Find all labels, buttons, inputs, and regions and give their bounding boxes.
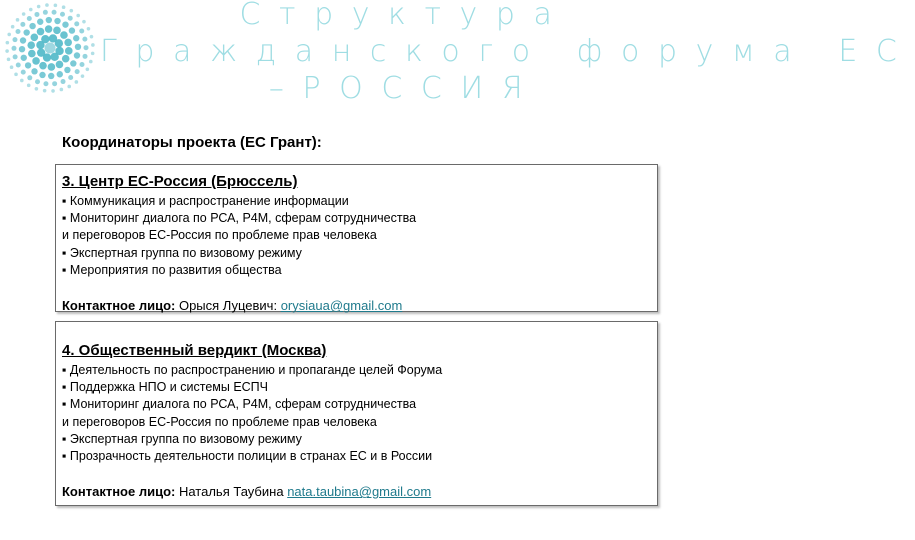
logo-dot bbox=[54, 4, 58, 8]
contact-name: Наталья Таубина bbox=[178, 484, 284, 500]
logo-dot bbox=[14, 73, 18, 77]
logo-dot bbox=[60, 88, 64, 92]
logo-dot bbox=[75, 80, 79, 84]
logo-dot bbox=[28, 50, 36, 58]
logo-dot bbox=[27, 41, 35, 49]
logo-dot bbox=[61, 79, 66, 84]
contact-line bbox=[62, 298, 651, 313]
list-item: и переговоров ЕС-Россия по проблеме прав человека bbox=[62, 228, 377, 243]
logo-dot bbox=[39, 62, 47, 70]
logo-dot bbox=[82, 20, 86, 24]
section-items bbox=[62, 193, 651, 279]
logo-dot bbox=[45, 3, 49, 7]
logo-dot bbox=[20, 79, 24, 83]
logo-dot bbox=[48, 73, 54, 79]
logo-dot bbox=[19, 46, 25, 52]
logo-dot bbox=[37, 19, 43, 25]
section-items bbox=[62, 362, 651, 465]
logo-dot bbox=[31, 33, 39, 41]
logo-dot bbox=[54, 18, 60, 24]
logo-dot bbox=[57, 71, 63, 77]
logo-dot bbox=[74, 21, 79, 26]
logo-dot bbox=[81, 74, 85, 78]
logo-dot bbox=[5, 49, 9, 53]
list-item: ▪ Экспертная группа по визовому режиму bbox=[62, 431, 302, 446]
logo-dot bbox=[62, 5, 66, 9]
logo-dot bbox=[80, 62, 85, 67]
logo-dot bbox=[37, 5, 41, 9]
logo-dot bbox=[79, 29, 84, 34]
logo-dot bbox=[23, 29, 29, 35]
logo-dot bbox=[32, 57, 40, 65]
logo-dot bbox=[35, 87, 39, 91]
logo-dot bbox=[82, 37, 87, 42]
logo-dot bbox=[16, 62, 21, 67]
logo-dot bbox=[21, 55, 27, 61]
logo-dot bbox=[45, 43, 56, 54]
logo-dot bbox=[15, 29, 20, 34]
logo-dot bbox=[10, 65, 14, 69]
list-item: ▪ Поддержка НПО и системы ЕСПЧ bbox=[62, 380, 268, 395]
logo-dot bbox=[89, 60, 93, 64]
logo-dot bbox=[11, 25, 15, 29]
logo-dot bbox=[68, 16, 73, 21]
logo-dot bbox=[43, 89, 47, 93]
logo-dot bbox=[75, 69, 80, 74]
logo-dot bbox=[53, 27, 61, 35]
logo-dot bbox=[62, 21, 68, 27]
logo-dot bbox=[87, 27, 91, 31]
logo-dot bbox=[48, 63, 56, 71]
logo-dot bbox=[91, 43, 95, 47]
list-item: ▪ Деятельность по распространению и пропаганде целей Форума bbox=[62, 363, 443, 377]
contact-email-link[interactable]: orysiaua@gmail.com bbox=[280, 298, 403, 314]
logo-dot bbox=[12, 37, 17, 42]
list-item: ▪ Коммуникация и распространение информации bbox=[62, 194, 349, 208]
contact-label: Контактное лицо: bbox=[62, 298, 176, 314]
logo-dot bbox=[70, 9, 74, 13]
logo-dot bbox=[29, 23, 35, 29]
logo-dot bbox=[39, 72, 45, 78]
logo-dot bbox=[21, 70, 26, 75]
logo-dot bbox=[51, 89, 55, 93]
contact-email-link[interactable]: nata.taubina@gmail.com bbox=[287, 484, 432, 500]
section-box-brussels bbox=[55, 164, 658, 312]
forum-logo-icon bbox=[4, 2, 96, 94]
logo-dot bbox=[43, 10, 48, 15]
logo-dot bbox=[25, 62, 31, 68]
logo-dot bbox=[62, 55, 70, 63]
list-item: и переговоров ЕС-Россия по проблеме прав человека bbox=[62, 414, 377, 429]
logo-dot bbox=[12, 46, 17, 51]
logo-dot bbox=[20, 22, 25, 27]
title-line-3: –РОССИЯ bbox=[268, 71, 542, 106]
logo-dot bbox=[68, 75, 73, 80]
title-line-2: Гражданского форума ЕС bbox=[100, 34, 915, 69]
contact-line bbox=[62, 484, 651, 499]
section-title: 4. Общественный вердикт (Москва) bbox=[62, 342, 327, 359]
page-title bbox=[100, 0, 915, 107]
logo-dot bbox=[27, 84, 31, 88]
logo-dot bbox=[67, 85, 71, 89]
logo-dot bbox=[91, 52, 95, 56]
logo-dot bbox=[55, 39, 63, 47]
logo-dot bbox=[7, 58, 11, 62]
logo-dot bbox=[34, 12, 39, 17]
logo-dot bbox=[50, 53, 58, 61]
logo-dot bbox=[64, 39, 72, 47]
logo-dot bbox=[84, 45, 89, 50]
list-item: ▪ Мероприятия по развития общества bbox=[62, 262, 282, 277]
logo-dot bbox=[60, 31, 68, 39]
logo-dot bbox=[65, 47, 73, 55]
logo-dot bbox=[73, 35, 79, 41]
logo-dot bbox=[56, 61, 64, 69]
title-line-1: Структура bbox=[239, 0, 571, 32]
logo-dot bbox=[52, 81, 57, 86]
logo-dot bbox=[7, 33, 11, 37]
logo-dot bbox=[37, 28, 45, 36]
logo-dot bbox=[69, 27, 75, 33]
logo-dot bbox=[64, 67, 70, 73]
contact-label: Контактное лицо: bbox=[62, 484, 176, 500]
logo-dot bbox=[43, 81, 48, 86]
logo-dot bbox=[75, 44, 81, 50]
logo-dot bbox=[37, 48, 45, 56]
logo-dot bbox=[22, 12, 26, 16]
contact-name: Орыся Луцевич: bbox=[178, 298, 278, 314]
logo-dot bbox=[29, 8, 33, 12]
logo-dot bbox=[45, 25, 53, 33]
logo-dot bbox=[13, 54, 18, 59]
logo-dot bbox=[52, 10, 57, 15]
logo-dot bbox=[83, 54, 88, 59]
logo-dot bbox=[41, 35, 49, 43]
logo-dot bbox=[86, 68, 90, 72]
section-box-moscow bbox=[55, 321, 658, 506]
logo-dot bbox=[46, 17, 52, 23]
logo-dot bbox=[76, 14, 80, 18]
logo-dot bbox=[16, 18, 20, 22]
section-title: 3. Центр ЕС-Россия (Брюссель) bbox=[62, 173, 298, 190]
logo-dot bbox=[27, 16, 32, 21]
list-item: ▪ Мониторинг диалога по РСА, Р4М, сферам сотрудничества bbox=[62, 397, 417, 412]
logo-dot bbox=[20, 37, 26, 43]
list-item: ▪ Прозрачность деятельности полиции в странах ЕС и в России bbox=[62, 449, 433, 464]
list-item: ▪ Мониторинг диалога по РСА, Р4М, сферам сотрудничества bbox=[62, 211, 417, 226]
logo-dot bbox=[6, 41, 10, 45]
logo-dot bbox=[90, 35, 94, 39]
logo-dot bbox=[70, 60, 76, 66]
logo-dot bbox=[27, 75, 32, 80]
logo-dot bbox=[74, 52, 80, 58]
logo-dot bbox=[35, 79, 40, 84]
logo-dot bbox=[60, 12, 65, 17]
logo-dot bbox=[31, 68, 37, 74]
list-item: ▪ Экспертная группа по визовому режиму bbox=[62, 245, 302, 260]
coordinators-heading: Координаторы проекта (ЕС Грант): bbox=[62, 134, 322, 151]
